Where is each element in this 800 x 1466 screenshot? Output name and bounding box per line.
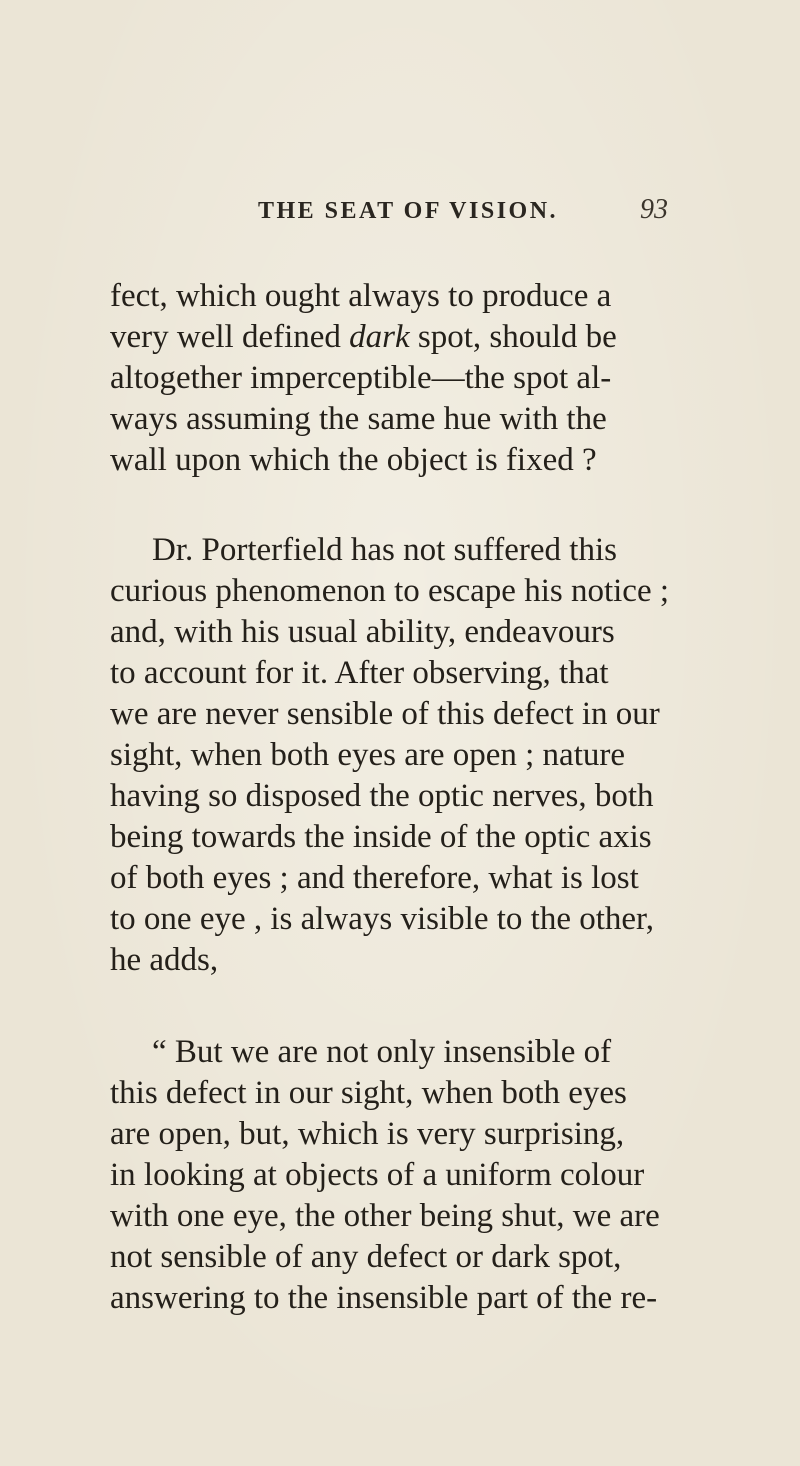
- text-line: [110, 317, 617, 357]
- text-line: altogether imperceptible—the spot al-: [110, 360, 612, 396]
- text-line: answering to the insensible part of the re-: [110, 1280, 658, 1316]
- text-line: with one eye, the other being shut, we are: [110, 1198, 660, 1234]
- text-line: “ But we are not only insensible of: [152, 1034, 612, 1070]
- text-line: are open, but, which is very surprising,: [110, 1116, 625, 1152]
- running-head: THE SEAT OF VISION.: [258, 198, 559, 224]
- text-line: and, with his usual ability, endeavours: [110, 614, 615, 650]
- text-span: very well defined: [110, 319, 350, 355]
- text-line: Dr. Porterfield has not suffered this: [152, 532, 617, 568]
- text-line: being towards the inside of the optic axis: [110, 819, 652, 855]
- page-header: [258, 194, 678, 238]
- text-line: not sensible of any defect or dark spot,: [110, 1239, 622, 1275]
- text-line: this defect in our sight, when both eyes: [110, 1075, 627, 1111]
- text-line: to one eye , is always visible to the other,: [110, 901, 654, 937]
- text-line: in looking at objects of a uniform colour: [110, 1157, 645, 1193]
- text-line: fect, which ought always to produce a: [110, 278, 612, 314]
- text-line: to account for it. After observing, that: [110, 655, 609, 691]
- text-span: spot, should be: [409, 319, 617, 355]
- text-line: he adds,: [110, 942, 219, 978]
- text-line: having so disposed the optic nerves, both: [110, 778, 654, 814]
- text-line: we are never sensible of this defect in our: [110, 696, 660, 732]
- text-line: sight, when both eyes are open ; nature: [110, 737, 626, 773]
- text-line: wall upon which the object is fixed ?: [110, 442, 597, 478]
- page-number: 93: [640, 194, 668, 225]
- emphasized-word: dark: [349, 319, 410, 355]
- text-line: curious phenomenon to escape his notice ;: [110, 573, 670, 609]
- text-line: of both eyes ; and therefore, what is lost: [110, 860, 639, 896]
- text-line: ways assuming the same hue with the: [110, 401, 607, 437]
